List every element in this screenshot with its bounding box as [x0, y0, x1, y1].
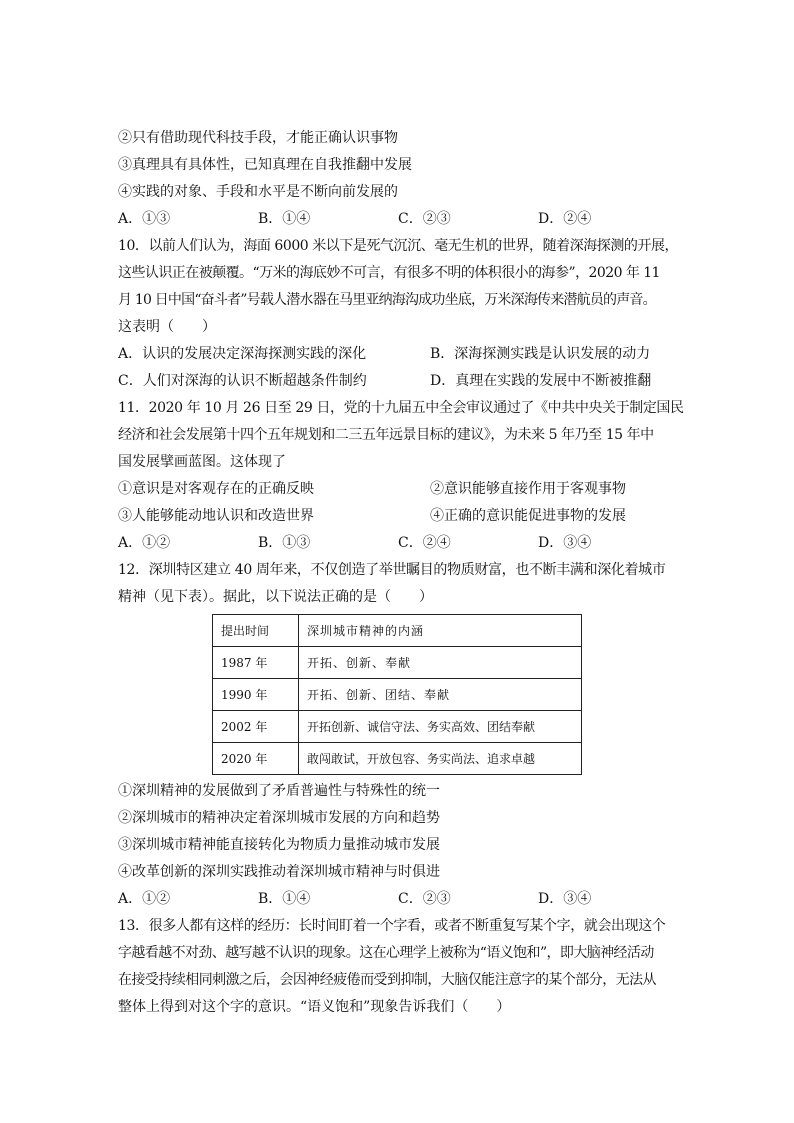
option-b: B．深海探测实践是认识发展的动力: [430, 346, 651, 362]
option-a: A．①②: [118, 891, 171, 907]
question-text-line: 这表明（ ）: [118, 319, 216, 335]
table-row: [213, 679, 582, 711]
statement-item: ④改革创新的深圳实践推动着深圳城市精神与时俱进: [118, 864, 440, 880]
question-text-line: 精神（见下表）。据此，以下说法正确的是（ ）: [118, 589, 433, 605]
table-row: [213, 743, 582, 775]
answer-options: [118, 341, 678, 368]
table-cell-spirit: 敢闯敢试，开放包容、务实尚法、追求卓越: [299, 743, 582, 775]
table-cell-spirit: 开拓创新、诚信守法、务实高效、团结奉献: [299, 711, 582, 743]
table-cell-year: 2020 年: [213, 743, 299, 775]
answer-options: [118, 886, 678, 913]
question-9-tail: [118, 125, 678, 233]
statement-item: ①意识是对客观存在的正确反映: [118, 481, 314, 497]
table-header: 深圳城市精神的内涵: [299, 615, 582, 647]
question-text-line: 国发展擘画蓝图。这体现了: [118, 454, 286, 470]
table-cell-spirit: 开拓、创新、团结、奉献: [299, 679, 582, 711]
question-text-line: 整体上得到对这个字的意识。“语义饱和”现象告诉我们（ ）: [118, 999, 511, 1015]
question-11: [118, 395, 684, 557]
question-text-line: 12．深圳特区建立 40 周年来，不仅创造了举世瞩目的物质财富，也不断丰满和深化着城市: [118, 562, 666, 578]
statement-row: [118, 503, 678, 530]
table-cell-spirit: 开拓、创新、奉献: [299, 647, 582, 679]
question-13: [118, 913, 678, 1021]
option-a: A．①③: [118, 211, 171, 227]
table-row: [213, 647, 582, 679]
statement-item: ④正确的意识能促进事物的发展: [430, 508, 626, 524]
statement-item: ③深圳城市精神能直接转化为物质力量推动城市发展: [118, 837, 440, 853]
table-header-row: [213, 615, 582, 647]
statement-row: [118, 476, 678, 503]
option-d: D．真理在实践的发展中不断被推翻: [430, 373, 652, 389]
answer-options: [118, 530, 678, 557]
question-text-line: 13．很多人都有这样的经历：长时间盯着一个字看，或者不断重复写某个字，就会出现这个: [118, 918, 666, 934]
option-d: D．②④: [538, 211, 592, 227]
statement-item: ②意识能够直接作用于客观事物: [430, 481, 626, 497]
option-d: D．③④: [538, 891, 592, 907]
statement-item: ②只有借助现代科技手段，才能正确认识事物: [118, 130, 398, 146]
option-a: A．①②: [118, 535, 171, 551]
answer-options: [118, 206, 678, 233]
question-text-line: 月 10 日中国“奋斗者”号载人潜水器在马里亚纳海沟成功坐底，万米深海传来潜航员的声音。: [118, 292, 656, 308]
question-text-line: 这些认识正在被颠覆。“万米的海底妙不可言，有很多不明的体积很小的海参”，2020 年 11: [118, 265, 660, 281]
question-12: [118, 557, 678, 913]
question-10: [118, 233, 678, 395]
option-c: C．人们对深海的认识不断超越条件制约: [118, 373, 367, 389]
question-text-line: 10．以前人们认为，海面 6000 米以下是死气沉沉、毫无生机的世界，随着深海探测的开展，: [118, 238, 679, 254]
option-c: C．②④: [398, 535, 451, 551]
statement-item: ④实践的对象、手段和水平是不断向前发展的: [118, 184, 398, 200]
option-d: D．③④: [538, 535, 592, 551]
option-b: B．①④: [258, 211, 311, 227]
table-header: 提出时间: [213, 615, 299, 647]
question-text-line: 经济和社会发展第十四个五年规划和二三五年远景目标的建议》，为未来 5 年乃至 15 年中: [118, 427, 654, 443]
option-c: C．②③: [398, 211, 451, 227]
table-cell-year: 1987 年: [213, 647, 299, 679]
city-spirit-table: [212, 614, 582, 775]
table-row: [213, 711, 582, 743]
exam-page: [118, 125, 684, 1021]
option-a: A．认识的发展决定深海探测实践的深化: [118, 346, 367, 362]
option-b: B．①③: [258, 535, 311, 551]
answer-options: [118, 368, 678, 395]
option-b: B．①④: [258, 891, 311, 907]
table-cell-year: 2002 年: [213, 711, 299, 743]
statement-item: ②深圳城市的精神决定着深圳城市发展的方向和趋势: [118, 810, 440, 826]
statement-item: ③真理具有具体性，已知真理在自我推翻中发展: [118, 157, 412, 173]
question-text-line: 字越看越不对劲、越写越不认识的现象。这在心理学上被称为“语义饱和”，即大脑神经活动: [118, 945, 654, 961]
question-text-line: 在接受持续相同刺激之后，会因神经疲倦而受到抑制，大脑仅能注意字的某个部分，无法从: [118, 972, 656, 988]
statement-item: ③人能够能动地认识和改造世界: [118, 508, 314, 524]
statement-item: ①深圳精神的发展做到了矛盾普遍性与特殊性的统一: [118, 783, 440, 799]
table-cell-year: 1990 年: [213, 679, 299, 711]
question-text-line: 11．2020 年 10 月 26 日至 29 日，党的十九届五中全会审议通过了《中共中央关于制定国民: [118, 400, 684, 416]
option-c: C．②③: [398, 891, 451, 907]
